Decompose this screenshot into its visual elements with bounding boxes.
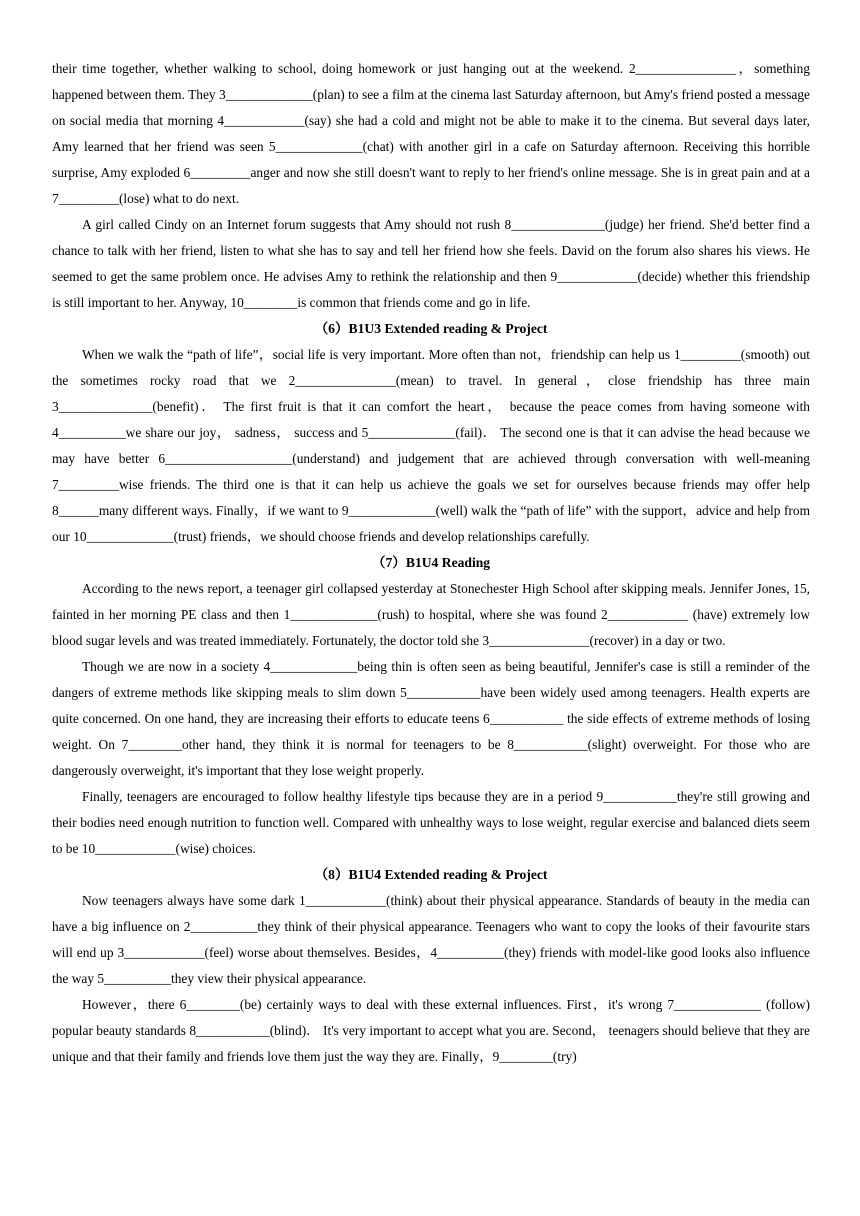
paragraph-5: Though we are now in a society 4_____________being thin is often seen as being beautiful, Jennifer's case is still a reminder of the dangers of extreme methods like skipping meals to slim down 5___________have been widely used among teenagers. Health experts are quite concerned. On one hand, they are increasing their efforts to educate teens 6___________ the side effects of extreme methods of losing weight. On 7________other hand, they think it is normal for teenagers to be 8___________(slight) overweight. For those who are dangerously overweight, it's important that they lose weight properly. bbox=[52, 659, 810, 778]
paragraph-1: their time together, whether walking to school, doing homework or just hanging out at the weekend. 2_______________，something happened between them. They 3_____________(plan) to see a film at the cinema last Saturday afternoon, but Amy's friend posted a message on social media that morning 4____________(say) she had a cold and might not be able to make it to the cinema. But several days later, Amy learned that her friend was seen 5_____________(chat) with another girl in a cafe on Saturday afternoon. Receiving this horrible surprise, Amy exploded 6_________anger and now she still doesn't want to reply to her friend's online message. She is in great pain and at a 7_________(lose) what to do next. bbox=[52, 61, 810, 206]
document-page bbox=[52, 56, 810, 1070]
paragraph-6: Finally, teenagers are encouraged to follow healthy lifestyle tips because they are in a period 9___________they're still growing and their bodies need enough nutrition to function well. Compared with unhealthy ways to lose weight, regular exercise and balanced diets seem to be 10____________(wise) choices. bbox=[52, 789, 810, 856]
paragraph-2: A girl called Cindy on an Internet forum suggests that Amy should not rush 8______________(judge) her friend. She'd better find a chance to talk with her friend, listen to what she has to say and tell her friend how she feels. David on the forum also shares his views. He seemed to get the same problem once. He advises Amy to rethink the relationship and then 9____________(decide) whether this friendship is still important to her. Anyway, 10________is common that friends come and go in life. bbox=[52, 217, 810, 310]
paragraph-8: However，there 6________(be) certainly ways to deal with these external influences. First，it's wrong 7_____________ (follow) popular beauty standards 8___________(blind)． It's very important to accept what you are. Second， teenagers should believe that they are unique and that their family and friends love them just the way they are. Finally，9________(try) bbox=[52, 997, 810, 1064]
paragraph-7: Now teenagers always have some dark 1____________(think) about their physical appearance. Standards of beauty in the media can have a big influence on 2__________they think of their physical appearance. Teenagers who want to copy the looks of their favourite stars will end up 3____________(feel) worse about themselves. Besides，4__________(they) friends with model-like good looks also influence the way 5__________they view their physical appearance. bbox=[52, 893, 810, 986]
section-heading-6: （6）B1U3 Extended reading & Project bbox=[314, 321, 548, 336]
section-heading-8: （8）B1U4 Extended reading & Project bbox=[314, 867, 548, 882]
paragraph-4: According to the news report, a teenager girl collapsed yesterday at Stonechester High School after skipping meals. Jennifer Jones, 15, fainted in her morning PE class and then 1_____________(rush) to hospital, where she was found 2____________ (have) extremely low blood sugar levels and was treated immediately. Fortunately, the doctor told she 3_______________(recover) in a day or two. bbox=[52, 581, 810, 648]
paragraph-3: When we walk the “path of life”，social life is very important. More often than not，friendship can help us 1_________(smooth) out the sometimes rocky road that we 2_______________(mean) to travel. In general，close friendship has three main 3______________(benefit)． The first fruit is that it can comfort the heart， because the peace comes from having someone with 4__________we share our joy， sadness， success and 5_____________(fail)． The second one is that it can advise the head because we may have better 6___________________(understand) and judgement that are achieved through conversation with well-meaning 7_________wise friends. The third one is that it can help us achieve the goals we set for ourselves because friends may offer help 8______many different ways. Finally，if we want to 9_____________(well) walk the “path of life” with the support，advice and help from our 10_____________(trust) friends，we should choose friends and develop relationships carefully. bbox=[52, 347, 810, 544]
section-heading-7: （7）B1U4 Reading bbox=[371, 555, 491, 570]
